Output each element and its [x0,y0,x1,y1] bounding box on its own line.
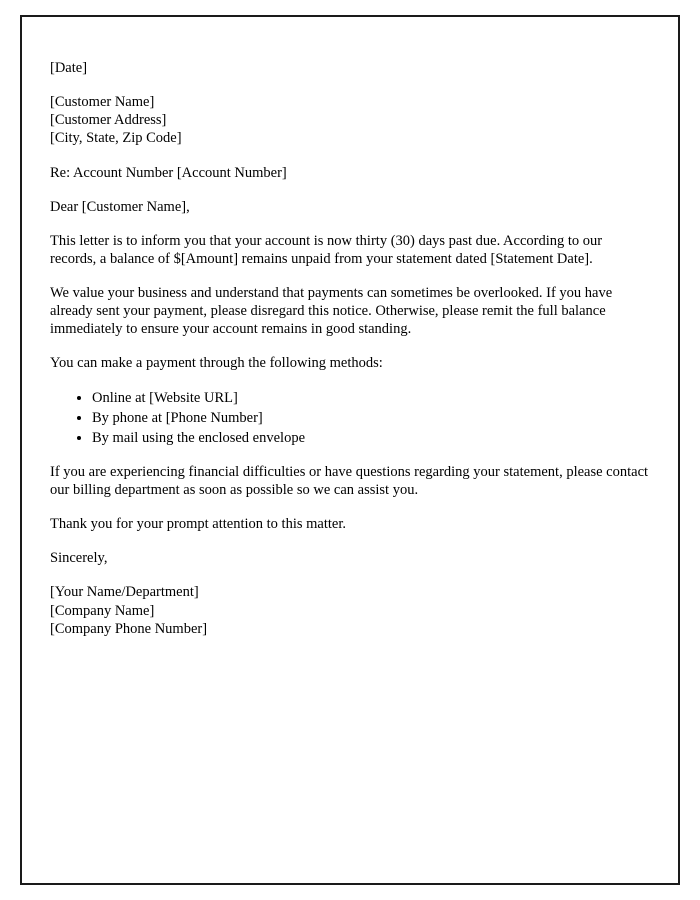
paragraph-past-due-notice: This letter is to inform you that your account is now thirty (30) days past due. According to our records, a balance of $[Amount] remains unpaid from your statement dated [Statement Date]. [50,232,603,267]
paragraph-financial-difficulties: If you are experiencing financial difficulties or have questions regarding your statement, please contact our billing department as soon as possible so we can assist you. [50,463,649,498]
salutation [50,198,650,216]
signature-name: [Your Name/Department] [50,584,199,601]
subject-line [50,164,650,182]
date-placeholder: [Date] [50,60,88,76]
recipient-city-state-zip: [City, State, Zip Code] [50,130,182,147]
closing-text: Sincerely, [50,550,108,567]
recipient-address: [Customer Address] [50,112,167,129]
recipient-name: [Customer Name] [50,94,155,111]
subject-text: Re: Account Number [Account Number] [50,164,287,181]
list-item: • By mail using the enclosed envelope [92,429,650,447]
paragraph-value-business: We value your business and understand that payments can sometimes be overlooked. If you have already sent your payment, please disregard this notice. Otherwise, please remit the full balance immediately to ensure your account remains in good standing. [50,285,613,338]
recipient-address-block [50,93,650,147]
closing [50,549,650,567]
letter-page [20,15,680,885]
list-item: • By phone at [Phone Number] [92,409,650,427]
paragraph-payment-methods-intro: You can make a payment through the following methods: [50,355,383,372]
signature-block [50,583,650,637]
paragraph-thank-you: Thank you for your prompt attention to this matter. [50,516,346,533]
signature-company: [Company Name] [50,602,155,619]
list-item: • Online at [Website URL] [92,389,650,407]
payment-methods-list [50,389,650,447]
signature-phone: [Company Phone Number] [50,620,208,637]
date-line [50,59,650,77]
salutation-text: Dear [Customer Name], [50,198,190,215]
